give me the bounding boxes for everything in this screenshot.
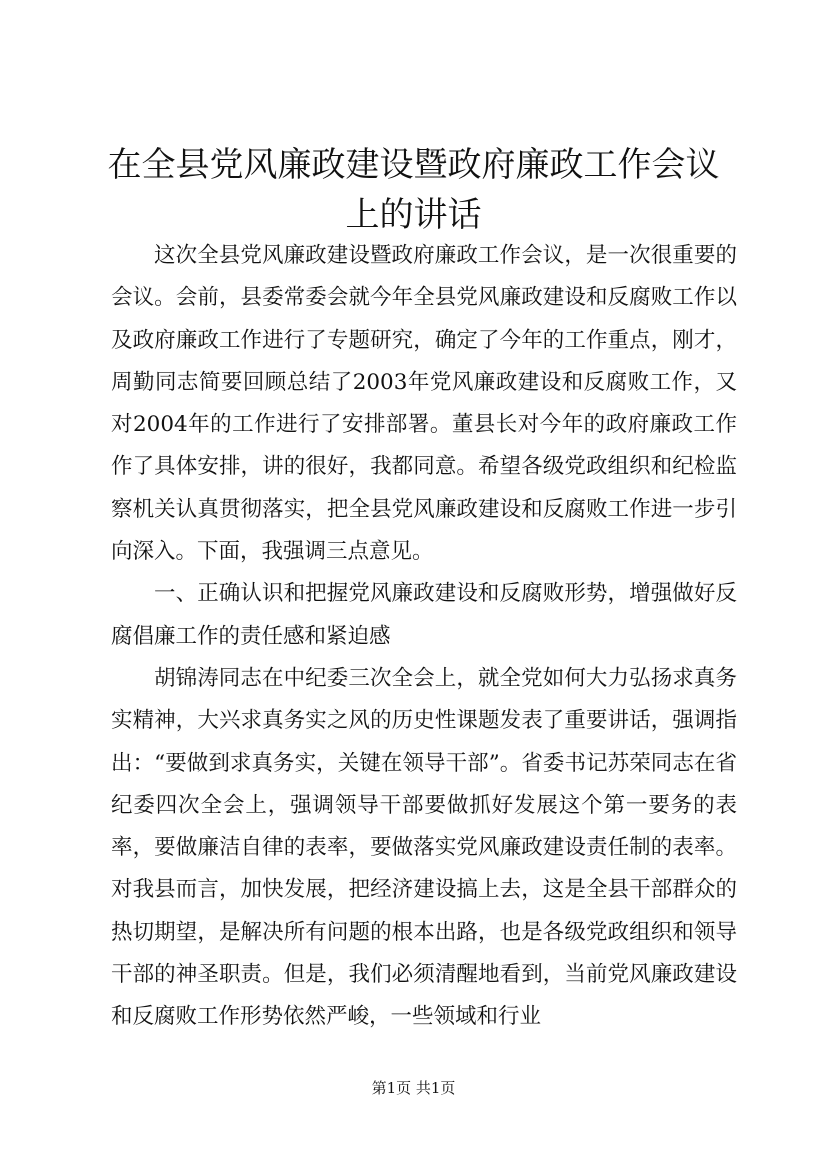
page-footer: 第1页 共1页 — [371, 1079, 456, 1097]
section-heading-1: 一、正确认识和把握党风廉政建设和反腐败形势，增强做好反腐倡廉工作的责任感和紧迫感 — [111, 581, 737, 649]
paragraph-intro: 这次全县党风廉政建设暨政府廉政工作会议，是一次很重要的会议。会前，县委常委会就今年全县党风廉政建设和反腐败工作以及政府廉政工作进行了专题研究，确定了今年的工作重点，刚才，周勤同志简要回顾总结了2003年党风廉政建设和反腐败工作，又对2004年的工作进行了安排部署。董县长对今年的政府廉政工作作了具体安排，讲的很好，我都同意。希望各级党政组织和纪检监察机关认真贯彻落实，把全县党风廉政建设和反腐败工作进一步引向深入。下面，我强调三点意见。 — [111, 243, 737, 565]
document-title: 在全县党风廉政建设暨政府廉政工作会议上的讲话 — [107, 145, 720, 235]
document-body — [111, 235, 737, 1039]
paragraph-section-1: 胡锦涛同志在中纪委三次全会上，就全党如何大力弘扬求真务实精神，大兴求真务实之风的历史性课题发表了重要讲话，强调指出：“要做到求真务实，关键在领导干部”。省委书记苏荣同志在省纪委四次全会上，强调领导干部要做抓好发展这个第一要务的表率，要做廉洁自律的表率，要做落实党风廉政建设责任制的表率。对我县而言，加快发展，把经济建设搞上去，这是全县干部群众的热切期望，是解决所有问题的根本出路，也是各级党政组织和领导干部的神圣职责。但是，我们必须清醒地看到，当前党风廉政建设和反腐败工作形势依然严峻，一些领域和行业 — [111, 665, 737, 1030]
